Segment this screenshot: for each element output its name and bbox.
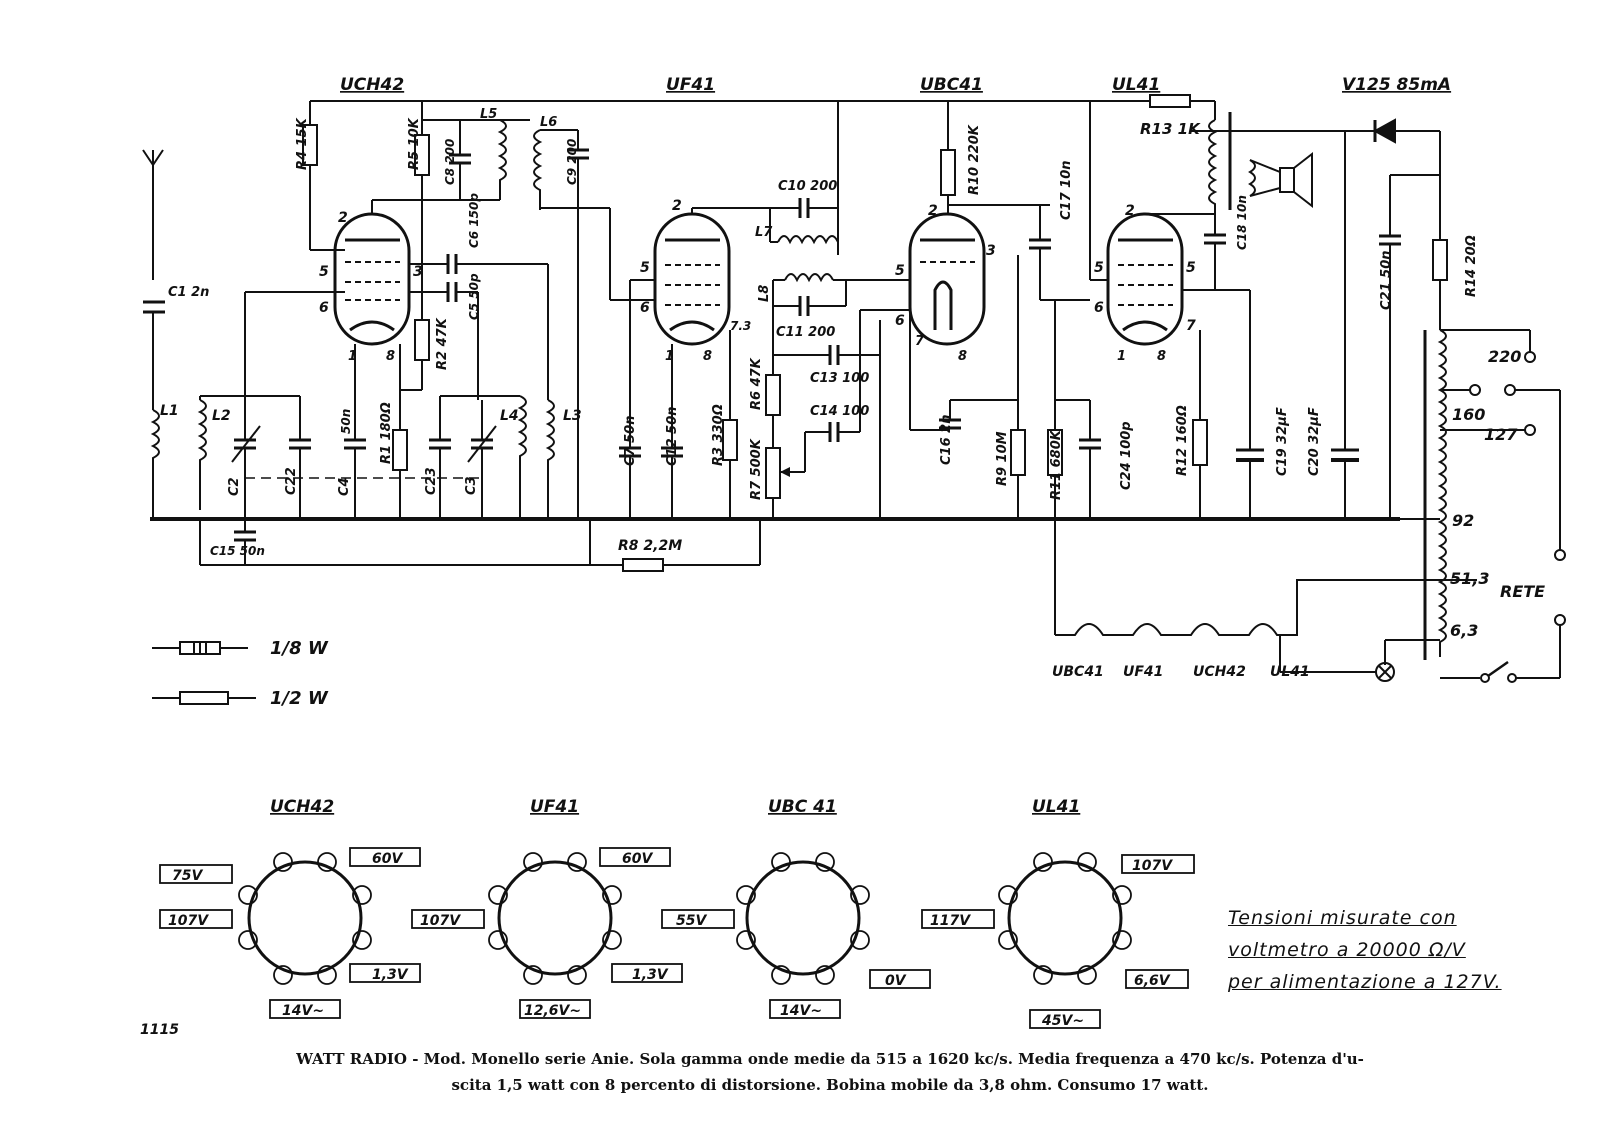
l7-coil [778,236,838,242]
pilot-lamp-icon [1376,663,1394,681]
uch42-voltage-pin5: 60V [372,851,403,867]
uf41-pin2: 2 [672,198,682,214]
c20-electrolytic-capacitor [1331,131,1359,519]
l5-label: L5 [480,107,498,122]
tap-160: 160 [1452,405,1486,424]
c1-capacitor [143,302,165,410]
ubc41-tube-envelope [910,214,984,344]
ul41-pin5-right: 5 [1186,260,1196,276]
c3-label: C3 [464,476,479,495]
r14-label: R14 20Ω [1464,235,1479,297]
output-transformer-secondary [1250,160,1255,196]
heater-chain [1055,580,1477,635]
ubc41-voltage-pin7: 0V [885,973,906,989]
l2-coil [200,400,206,510]
c15-label: C15 50n [210,544,265,558]
note-line-3: per alimentazione a 127V. [1228,971,1502,993]
r13-label: R13 1K [1140,120,1200,138]
r14-resistor [1433,240,1447,280]
tap-6-3: 6,3 [1450,621,1479,640]
antenna-symbol [143,150,163,280]
ul41-pin8: 8 [1157,349,1167,364]
r12-resistor [1193,420,1207,465]
ubc41-pin7: 7 [915,334,925,349]
caption-line-1: WATT RADIO - Mod. Monello serie Anie. Sola gamma onde medie da 515 a 1620 kc/s. Media frequenza a 470 kc/s. Potenza d'u- [296,1050,1364,1068]
base-ubc41 [747,862,859,974]
c13-label: C13 100 [810,371,870,386]
uch42-voltage-heater: 14V~ [282,1003,325,1019]
r6-label: R6 47K [749,358,764,410]
c21-capacitor [1379,175,1401,519]
c22-trimmer-capacitor [289,396,311,519]
c2-variable-capacitor [232,396,260,519]
r10-label: R10 220K [967,125,982,195]
c17-label: C17 10n [1059,160,1074,220]
ul41-pin1: 1 [1117,349,1127,364]
c24-capacitor [1079,400,1101,519]
base-title-uch42: UCH42 [270,797,335,817]
uf41-tube-envelope [655,214,729,344]
r7-potentiometer [766,448,780,498]
ubc41-pin8: 8 [958,349,968,364]
measurement-note [1228,902,1548,998]
r8-label: R8 2,2M [618,538,683,554]
c22-label: C22 [284,467,299,495]
r5-label: R5 10K [407,118,422,170]
ul41-pin2: 2 [1125,203,1135,219]
r3-label: R3 330Ω [711,404,726,466]
tap-127: 127 [1484,425,1518,444]
c6-label: C6 150p [467,193,481,248]
r1-resistor [393,430,407,470]
ubc41-pin3: 3 [986,243,996,259]
uf41-voltage-pin2: 107V [420,913,461,929]
ul41-voltage-pin5: 107V [1132,858,1173,874]
uf41-pin73: 7.3 [730,319,752,333]
r10-resistor [941,150,955,195]
ubc41-voltage-pin2: 55V [676,913,707,929]
uch42-pin2: 2 [338,210,348,226]
c21-label: C21 50n [1379,250,1394,310]
note-line-1: Tensioni misurate con [1228,907,1457,929]
tube-label-ul41: UL41 [1112,75,1161,95]
c19-electrolytic-capacitor [1236,445,1264,519]
tube-label-uf41: UF41 [666,75,716,95]
base-title-uf41: UF41 [530,797,580,817]
heater-label-ul41: UL41 [1270,664,1310,680]
r2-resistor [415,320,429,360]
mains-label: RETE [1500,582,1546,601]
r6-resistor [766,375,780,415]
c23-label: C23 [424,467,439,495]
c12-label: C12 50n [665,406,680,466]
c1-label: C1 2n [168,285,210,300]
base-title-ul41: UL41 [1032,797,1081,817]
legend-resistor-1-2w [152,692,256,704]
l1-coil [153,410,159,519]
r7-label: R7 500K [749,439,764,500]
l1-label: L1 [160,403,179,419]
c10-label: C10 200 [778,179,838,194]
ubc41-pin5: 5 [895,263,905,279]
r8-resistor [623,559,663,571]
uch42-pin3: 3 [413,264,423,280]
uch42-voltage-pin3: 75V [172,868,203,884]
uf41-voltage-heater: 12,6V~ [524,1003,582,1019]
heater-label-uf41: UF41 [1123,664,1164,680]
c3-variable-capacitor [468,400,496,519]
legend-resistor-1-8w [152,642,248,654]
base-uf41 [499,862,611,974]
r9-label: R9 10M [995,431,1010,486]
c5-label: C5 50p [467,273,481,320]
tube-label-uch42: UCH42 [340,75,405,95]
c7-label: C7 50n [623,415,638,466]
uch42-pin1: 1 [348,349,358,364]
c24-label: C24 100p [1119,421,1134,490]
c18-label: C18 10n [1235,195,1249,250]
l4-coil [520,396,526,519]
l4-label: L4 [500,408,519,424]
base-ul41 [1009,862,1121,974]
rectifier-label: V125 85mA [1342,75,1452,95]
base-title-ubc41: UBC 41 [768,797,837,817]
legend-1-2w-label: 1/2 W [270,688,328,709]
uf41-pin6: 6 [640,300,650,316]
l8-coil [785,274,833,280]
c16-label: C16 2n [939,414,954,465]
uch42-voltage-pin2: 107V [168,913,209,929]
tap-220: 220 [1488,347,1522,366]
uch42-pin5: 5 [319,264,329,280]
ubc41-voltage-heater: 14V~ [780,1003,823,1019]
base-uch42 [249,862,361,974]
l6-label: L6 [540,115,558,130]
r9-resistor [1011,430,1025,475]
uch42-tube-envelope [335,214,409,344]
c19-label: C19 32μF [1275,407,1290,476]
c14-label: C14 100 [810,404,870,419]
note-line-2: voltmetro a 20000 Ω/V [1228,939,1466,961]
uch42-pin6: 6 [319,300,329,316]
c2-label: C2 [227,477,242,496]
uf41-voltage-pin7: 1,3V [632,967,668,983]
ul41-voltage-heater: 45V~ [1042,1013,1085,1029]
c23-trimmer-capacitor [429,396,451,519]
r12-label: R12 160Ω [1175,405,1190,476]
l3-label: L3 [563,408,582,424]
r4-label: R4 15K [295,118,310,170]
ul41-pin5-left: 5 [1094,260,1104,276]
loudspeaker-icon [1250,154,1312,206]
l5-coil [500,120,506,200]
caption [230,1046,1430,1098]
tube-label-ubc41: UBC41 [920,75,983,95]
uch42-voltage-pin7: 1,3V [372,967,408,983]
c9-label: C9 200 [565,138,579,185]
uf41-voltage-pin5: 60V [622,851,653,867]
c4-label: C4 [337,477,352,496]
r1-label: R1 180Ω [379,402,394,464]
uf41-pin8: 8 [703,349,713,364]
r11-label: R11 680K [1049,430,1064,500]
uf41-pin5: 5 [640,260,650,276]
ubc41-pin2: 2 [928,203,938,219]
ul41-voltage-pin7: 6,6V [1134,973,1170,989]
r13-resistor [1150,95,1190,107]
r2-label: R2 47K [435,318,450,370]
legend-1-8w-label: 1/8 W [270,638,328,659]
l8-label: L8 [757,284,772,302]
page-number: 1115 [140,1022,179,1038]
c20-label: C20 32μF [1307,407,1322,476]
ul41-tube-envelope [1108,214,1182,344]
l3-coil [548,400,554,519]
heater-label-ubc41: UBC41 [1052,664,1104,680]
tap-92: 92 [1452,511,1475,530]
ubc41-pin6: 6 [895,313,905,329]
ul41-pin7: 7 [1186,318,1196,334]
caption-line-2: scita 1,5 watt con 8 percento di distorsione. Bobina mobile da 3,8 ohm. Consumo 17 watt. [451,1076,1209,1094]
ul41-voltage-pin2: 117V [930,913,971,929]
l7-label: L7 [755,225,773,240]
c11-label: C11 200 [776,325,836,340]
heater-label-uch42: UCH42 [1193,664,1246,680]
uch42-pin8: 8 [386,349,396,364]
c8-label: C8 200 [443,138,457,185]
c4-value: 50n [339,408,353,434]
ul41-pin6: 6 [1094,300,1104,316]
l2-label: L2 [212,408,231,424]
autotransformer-winding [1440,330,1446,657]
l6-coil [534,130,540,210]
tap-51-3: 51,3 [1450,569,1490,588]
uf41-pin1: 1 [665,349,675,364]
output-transformer-primary [1209,120,1215,214]
